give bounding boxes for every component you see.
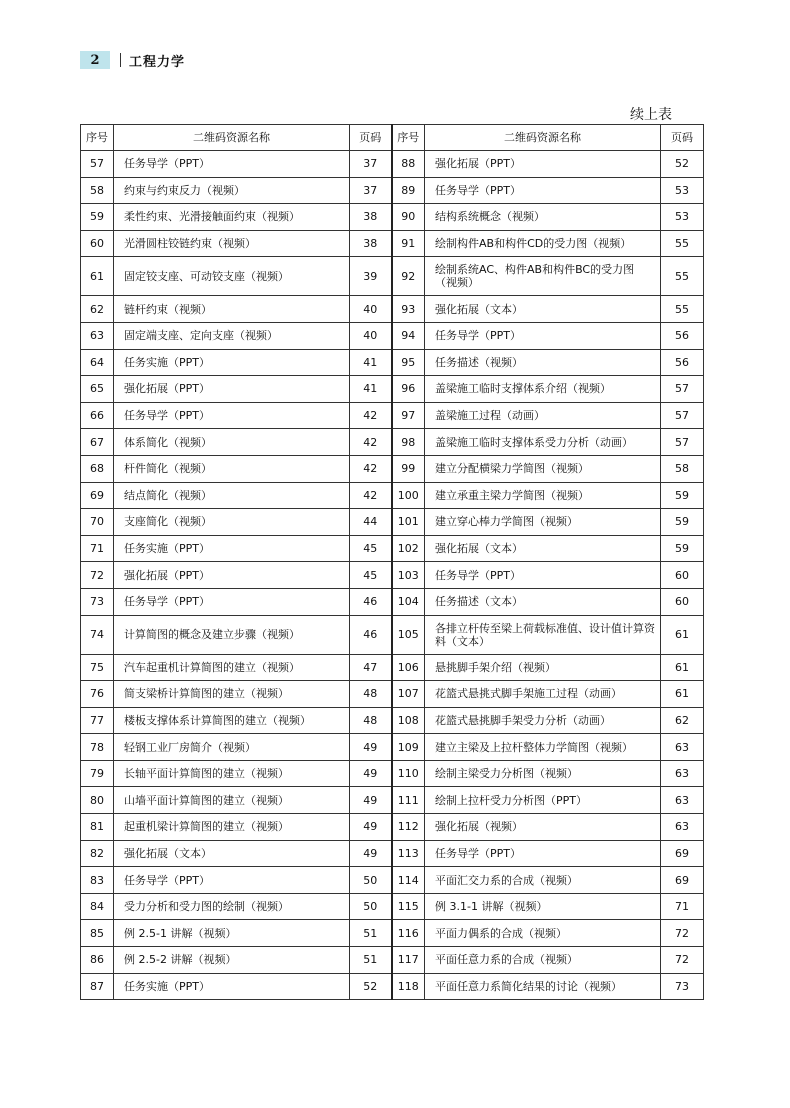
resource-number: 95 — [392, 349, 425, 376]
resource-number: 105 — [392, 615, 425, 654]
resource-name: 任务实施（PPT） — [114, 973, 350, 1000]
table-row — [81, 562, 704, 589]
header-page-left: 页码 — [350, 125, 392, 151]
page-number: 2 — [80, 51, 110, 69]
resource-name: 绘制上拉杆受力分析图（PPT） — [425, 787, 661, 814]
resource-number: 69 — [81, 482, 114, 509]
resource-number: 109 — [392, 734, 425, 761]
resource-name: 任务导学（PPT） — [425, 840, 661, 867]
table-row — [81, 707, 704, 734]
resource-page: 58 — [661, 455, 704, 482]
resource-page: 53 — [661, 177, 704, 204]
resource-name: 长轴平面计算简图的建立（视频） — [114, 760, 350, 787]
table-row — [81, 482, 704, 509]
resource-number: 76 — [81, 681, 114, 708]
resource-number: 117 — [392, 947, 425, 974]
resource-number: 62 — [81, 296, 114, 323]
table-header-row — [81, 125, 704, 151]
resource-name: 例 2.5-1 讲解（视频） — [114, 920, 350, 947]
table-row — [81, 349, 704, 376]
resource-name: 盖梁施工过程（动画） — [425, 402, 661, 429]
table-row — [81, 893, 704, 920]
resource-number: 58 — [81, 177, 114, 204]
resource-name: 任务实施（PPT） — [114, 535, 350, 562]
table-row — [81, 296, 704, 323]
resource-page: 59 — [661, 482, 704, 509]
resource-name: 平面力偶系的合成（视频） — [425, 920, 661, 947]
table-row — [81, 787, 704, 814]
resource-number: 114 — [392, 867, 425, 894]
resource-page: 39 — [350, 257, 392, 296]
resource-page: 48 — [350, 707, 392, 734]
resource-number: 59 — [81, 204, 114, 231]
resource-page: 40 — [350, 296, 392, 323]
resource-number: 103 — [392, 562, 425, 589]
resource-page: 49 — [350, 734, 392, 761]
resource-number: 84 — [81, 893, 114, 920]
resource-number: 86 — [81, 947, 114, 974]
table-row — [81, 867, 704, 894]
resource-number: 63 — [81, 322, 114, 349]
resource-name: 任务描述（视频） — [425, 349, 661, 376]
resource-name: 任务导学（PPT） — [114, 151, 350, 178]
header-no-right: 序号 — [392, 125, 425, 151]
header-divider — [120, 53, 121, 67]
resource-page: 38 — [350, 230, 392, 257]
resource-page: 57 — [661, 402, 704, 429]
resource-page: 72 — [661, 920, 704, 947]
resource-name: 固定铰支座、可动铰支座（视频） — [114, 257, 350, 296]
resource-page: 38 — [350, 204, 392, 231]
resource-page: 49 — [350, 787, 392, 814]
resource-name: 强化拓展（PPT） — [114, 562, 350, 589]
resource-name: 花篮式悬挑式脚手架施工过程（动画） — [425, 681, 661, 708]
resource-number: 101 — [392, 509, 425, 536]
resource-page: 42 — [350, 482, 392, 509]
continued-label: 续上表 — [630, 107, 672, 123]
resource-number: 87 — [81, 973, 114, 1000]
resource-page: 55 — [661, 296, 704, 323]
resource-page: 37 — [350, 151, 392, 178]
resource-number: 83 — [81, 867, 114, 894]
resource-number: 110 — [392, 760, 425, 787]
table-row — [81, 760, 704, 787]
resource-number: 75 — [81, 654, 114, 681]
resource-page: 71 — [661, 893, 704, 920]
header-name-left: 二维码资源名称 — [114, 125, 350, 151]
table-row — [81, 204, 704, 231]
resource-page: 69 — [661, 840, 704, 867]
resource-page: 50 — [350, 893, 392, 920]
resource-table — [80, 124, 704, 1000]
resource-number: 74 — [81, 615, 114, 654]
table-row — [81, 734, 704, 761]
resource-page: 57 — [661, 429, 704, 456]
resource-name: 体系简化（视频） — [114, 429, 350, 456]
table-row — [81, 615, 704, 654]
resource-number: 67 — [81, 429, 114, 456]
resource-number: 82 — [81, 840, 114, 867]
resource-page: 57 — [661, 376, 704, 403]
resource-name: 强化拓展（文本） — [425, 296, 661, 323]
resource-page: 69 — [661, 867, 704, 894]
resource-page: 61 — [661, 654, 704, 681]
table-row — [81, 947, 704, 974]
resource-number: 57 — [81, 151, 114, 178]
resource-page: 37 — [350, 177, 392, 204]
resource-number: 64 — [81, 349, 114, 376]
resource-number: 104 — [392, 588, 425, 615]
resource-number: 85 — [81, 920, 114, 947]
resource-name: 悬挑脚手架介绍（视频） — [425, 654, 661, 681]
resource-name: 楼板支撑体系计算简图的建立（视频） — [114, 707, 350, 734]
resource-number: 93 — [392, 296, 425, 323]
header-no-left: 序号 — [81, 125, 114, 151]
resource-page: 44 — [350, 509, 392, 536]
resource-name: 柔性约束、光滑接触面约束（视频） — [114, 204, 350, 231]
resource-page: 49 — [350, 814, 392, 841]
resource-page: 63 — [661, 814, 704, 841]
resource-page: 63 — [661, 734, 704, 761]
resource-number: 116 — [392, 920, 425, 947]
resource-page: 62 — [661, 707, 704, 734]
resource-number: 79 — [81, 760, 114, 787]
resource-name: 链杆约束（视频） — [114, 296, 350, 323]
resource-page: 46 — [350, 588, 392, 615]
table-row — [81, 535, 704, 562]
resource-number: 100 — [392, 482, 425, 509]
resource-number: 66 — [81, 402, 114, 429]
table-row — [81, 654, 704, 681]
resource-number: 99 — [392, 455, 425, 482]
table-row — [81, 455, 704, 482]
resource-page: 55 — [661, 230, 704, 257]
resource-page: 63 — [661, 787, 704, 814]
resource-page: 63 — [661, 760, 704, 787]
resource-number: 115 — [392, 893, 425, 920]
resource-page: 42 — [350, 429, 392, 456]
table-row — [81, 920, 704, 947]
resource-number: 80 — [81, 787, 114, 814]
table-row — [81, 151, 704, 178]
resource-name: 支座简化（视频） — [114, 509, 350, 536]
resource-name: 任务导学（PPT） — [114, 588, 350, 615]
resource-page: 48 — [350, 681, 392, 708]
resource-page: 51 — [350, 947, 392, 974]
resource-page: 40 — [350, 322, 392, 349]
resource-page: 47 — [350, 654, 392, 681]
resource-page: 56 — [661, 349, 704, 376]
resource-name: 计算简图的概念及建立步骤（视频） — [114, 615, 350, 654]
resource-number: 118 — [392, 973, 425, 1000]
resource-number: 65 — [81, 376, 114, 403]
resource-name: 平面任意力系简化结果的讨论（视频） — [425, 973, 661, 1000]
resource-page: 50 — [350, 867, 392, 894]
resource-number: 71 — [81, 535, 114, 562]
table-row — [81, 402, 704, 429]
table-row — [81, 177, 704, 204]
resource-name: 受力分析和受力图的绘制（视频） — [114, 893, 350, 920]
resource-page: 52 — [350, 973, 392, 1000]
resource-name: 绘制系统AC、构件AB和构件BC的受力图（视频） — [425, 257, 661, 296]
resource-number: 81 — [81, 814, 114, 841]
resource-name: 轻钢工业厂房简介（视频） — [114, 734, 350, 761]
resource-name: 任务导学（PPT） — [425, 562, 661, 589]
resource-page: 51 — [350, 920, 392, 947]
table-row — [81, 973, 704, 1000]
resource-name: 平面汇交力系的合成（视频） — [425, 867, 661, 894]
resource-page: 42 — [350, 455, 392, 482]
resource-name: 任务导学（PPT） — [114, 402, 350, 429]
resource-number: 68 — [81, 455, 114, 482]
resource-number: 111 — [392, 787, 425, 814]
resource-name: 强化拓展（文本） — [425, 535, 661, 562]
resource-page: 61 — [661, 615, 704, 654]
resource-number: 91 — [392, 230, 425, 257]
resource-number: 60 — [81, 230, 114, 257]
resource-name: 建立穿心棒力学简图（视频） — [425, 509, 661, 536]
resource-name: 任务导学（PPT） — [425, 177, 661, 204]
resource-page: 49 — [350, 760, 392, 787]
resource-name: 绘制构件AB和构件CD的受力图（视频） — [425, 230, 661, 257]
resource-name: 任务实施（PPT） — [114, 349, 350, 376]
resource-name: 各排立杆传至梁上荷载标准值、设计值计算资料（文本） — [425, 615, 661, 654]
resource-name: 结点简化（视频） — [114, 482, 350, 509]
resource-name: 盖梁施工临时支撑体系受力分析（动画） — [425, 429, 661, 456]
resource-page: 60 — [661, 562, 704, 589]
resource-name: 强化拓展（PPT） — [114, 376, 350, 403]
resource-number: 77 — [81, 707, 114, 734]
resource-name: 绘制主梁受力分析图（视频） — [425, 760, 661, 787]
resource-name: 简支梁桥计算简图的建立（视频） — [114, 681, 350, 708]
resource-page: 41 — [350, 349, 392, 376]
resource-name: 任务导学（PPT） — [425, 322, 661, 349]
table-row — [81, 322, 704, 349]
resource-page: 46 — [350, 615, 392, 654]
resource-name: 结构系统概念（视频） — [425, 204, 661, 231]
resource-number: 98 — [392, 429, 425, 456]
resource-name: 起重机梁计算简图的建立（视频） — [114, 814, 350, 841]
resource-number: 108 — [392, 707, 425, 734]
resource-name: 例 2.5-2 讲解（视频） — [114, 947, 350, 974]
resource-page: 59 — [661, 535, 704, 562]
resource-name: 盖梁施工临时支撑体系介绍（视频） — [425, 376, 661, 403]
resource-number: 88 — [392, 151, 425, 178]
resource-page: 56 — [661, 322, 704, 349]
resource-page: 41 — [350, 376, 392, 403]
resource-name: 花篮式悬挑脚手架受力分析（动画） — [425, 707, 661, 734]
resource-number: 90 — [392, 204, 425, 231]
resource-number: 102 — [392, 535, 425, 562]
table-row — [81, 814, 704, 841]
resource-name: 杆件简化（视频） — [114, 455, 350, 482]
resource-name: 建立承重主梁力学简图（视频） — [425, 482, 661, 509]
book-title: 工程力学 — [129, 54, 186, 70]
resource-number: 112 — [392, 814, 425, 841]
resource-number: 78 — [81, 734, 114, 761]
table-row — [81, 376, 704, 403]
resource-number: 70 — [81, 509, 114, 536]
header-page-right: 页码 — [661, 125, 704, 151]
resource-page: 55 — [661, 257, 704, 296]
resource-number: 89 — [392, 177, 425, 204]
table-row — [81, 429, 704, 456]
resource-name: 例 3.1-1 讲解（视频） — [425, 893, 661, 920]
table-row — [81, 509, 704, 536]
resource-name: 强化拓展（PPT） — [425, 151, 661, 178]
resource-page: 60 — [661, 588, 704, 615]
header-name-right: 二维码资源名称 — [425, 125, 661, 151]
resource-number: 73 — [81, 588, 114, 615]
resource-name: 任务描述（文本） — [425, 588, 661, 615]
resource-number: 97 — [392, 402, 425, 429]
table-row — [81, 840, 704, 867]
table-row — [81, 588, 704, 615]
resource-page: 45 — [350, 562, 392, 589]
resource-page: 59 — [661, 509, 704, 536]
resource-name: 任务导学（PPT） — [114, 867, 350, 894]
resource-name: 建立主梁及上拉杆整体力学简图（视频） — [425, 734, 661, 761]
resource-number: 106 — [392, 654, 425, 681]
table-row — [81, 230, 704, 257]
running-header — [80, 50, 185, 70]
table-row — [81, 681, 704, 708]
resource-page: 49 — [350, 840, 392, 867]
resource-name: 强化拓展（文本） — [114, 840, 350, 867]
resource-number: 113 — [392, 840, 425, 867]
resource-name: 强化拓展（视频） — [425, 814, 661, 841]
table-row — [81, 257, 704, 296]
resource-number: 92 — [392, 257, 425, 296]
resource-page: 52 — [661, 151, 704, 178]
resource-page: 61 — [661, 681, 704, 708]
resource-name: 约束与约束反力（视频） — [114, 177, 350, 204]
resource-page: 73 — [661, 973, 704, 1000]
resource-number: 72 — [81, 562, 114, 589]
resource-name: 山墙平面计算简图的建立（视频） — [114, 787, 350, 814]
resource-number: 94 — [392, 322, 425, 349]
resource-name: 固定端支座、定向支座（视频） — [114, 322, 350, 349]
resource-page: 42 — [350, 402, 392, 429]
resource-number: 61 — [81, 257, 114, 296]
resource-number: 107 — [392, 681, 425, 708]
resource-name: 汽车起重机计算简图的建立（视频） — [114, 654, 350, 681]
table-body — [81, 151, 704, 1000]
resource-name: 建立分配横梁力学简图（视频） — [425, 455, 661, 482]
resource-page: 45 — [350, 535, 392, 562]
resource-page: 53 — [661, 204, 704, 231]
resource-name: 光滑圆柱铰链约束（视频） — [114, 230, 350, 257]
resource-number: 96 — [392, 376, 425, 403]
resource-name: 平面任意力系的合成（视频） — [425, 947, 661, 974]
resource-page: 72 — [661, 947, 704, 974]
